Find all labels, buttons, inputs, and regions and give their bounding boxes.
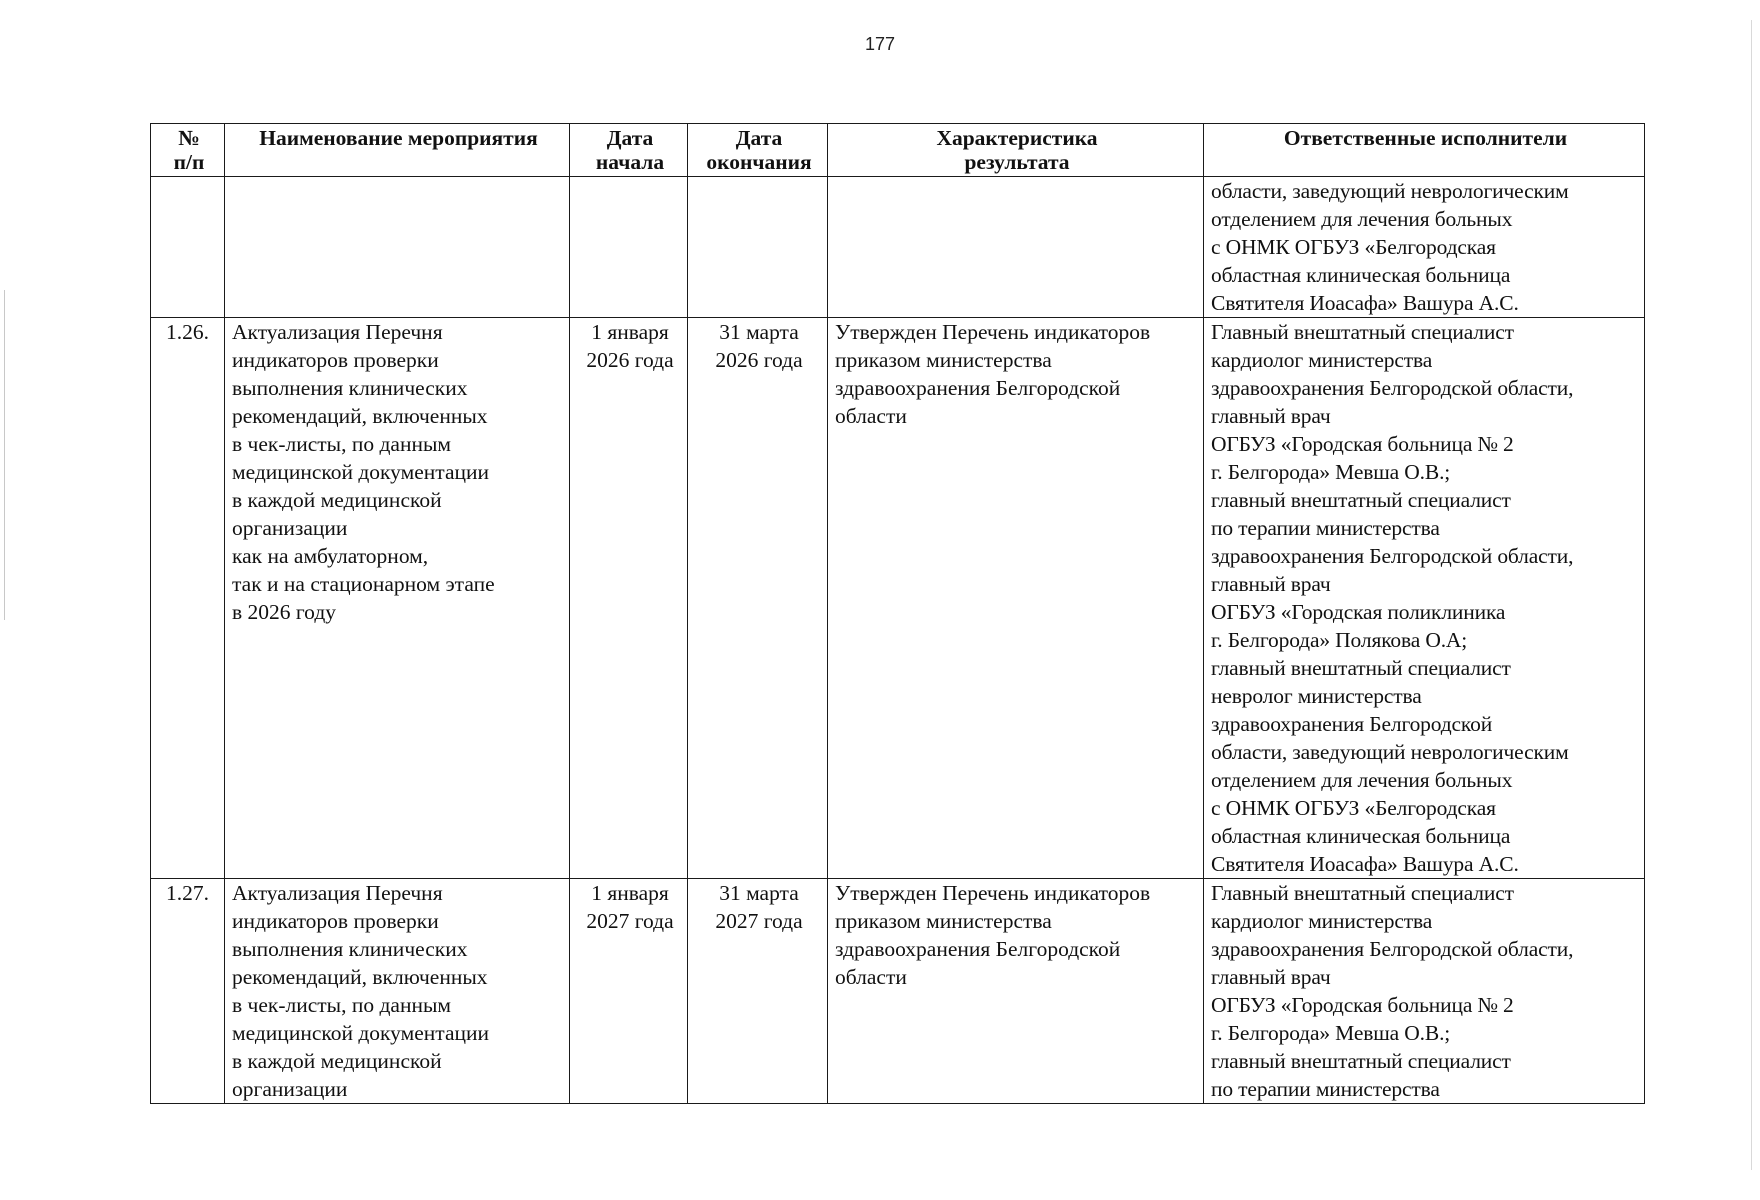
cell-event-name-line: организации: [232, 1077, 348, 1101]
header-end-line: Дата: [735, 126, 783, 150]
cell-responsible-line: невролог министерства: [1211, 684, 1422, 708]
events-table: [150, 123, 1645, 1104]
cell-event-name-line: Актуализация Перечня: [232, 320, 443, 344]
cell-responsible-line: г. Белгорода» Мевша О.В.;: [1211, 1021, 1451, 1045]
cell-event-name-line: Актуализация Перечня: [232, 881, 443, 905]
cell-event-name-line: в каждой медицинской: [232, 488, 442, 512]
cell-responsible-line: отделением для лечения больных: [1211, 768, 1513, 792]
cell-responsible-line: с ОНМК ОГБУЗ «Белгородская: [1211, 235, 1496, 259]
cell-result-line: здравоохранения Белгородской: [835, 937, 1121, 961]
cell-responsible-line: Святителя Иоасафа» Вашура А.С.: [1211, 291, 1519, 315]
cell-event-name: [225, 879, 570, 1104]
cell-responsible-line: здравоохранения Белгородской области,: [1211, 376, 1574, 400]
cell-end-date-line: 31 марта: [719, 881, 799, 905]
cell-result: [828, 318, 1204, 879]
cell-num-text: 1.27.: [166, 881, 209, 905]
cell-responsible-line: здравоохранения Белгородской области,: [1211, 544, 1574, 568]
cell-responsible-line: Главный внештатный специалист: [1211, 320, 1514, 344]
header-num: [151, 124, 225, 177]
cell-responsible-line: областная клиническая больница: [1211, 263, 1511, 287]
cell-responsible-line: кардиолог министерства: [1211, 348, 1433, 372]
cell-event-name-line: медицинской документации: [232, 1021, 490, 1045]
cell-responsible-line: главный внештатный специалист: [1211, 488, 1511, 512]
cell-event-name: [225, 318, 570, 879]
cell-responsible-line: с ОНМК ОГБУЗ «Белгородская: [1211, 796, 1496, 820]
cell-end-date-line: 31 марта: [719, 320, 799, 344]
header-result: [828, 124, 1204, 177]
cell-event-name: [225, 177, 570, 318]
cell-num: [151, 177, 225, 318]
cell-responsible-line: областная клиническая больница: [1211, 824, 1511, 848]
cell-start-date: [570, 879, 688, 1104]
cell-responsible-line: главный внештатный специалист: [1211, 1049, 1511, 1073]
cell-responsible-line: ОГБУЗ «Городская поликлиника: [1211, 600, 1506, 624]
cell-result-line: Утвержден Перечень индикаторов: [835, 320, 1151, 344]
cell-event-name-line: в 2026 году: [232, 600, 337, 624]
cell-result: [828, 879, 1204, 1104]
cell-end-date-line: 2026 года: [715, 348, 803, 372]
cell-end-date: [688, 177, 828, 318]
cell-responsible-line: Святителя Иоасафа» Вашура А.С.: [1211, 852, 1519, 876]
header-end-line: окончания: [706, 150, 812, 174]
cell-responsible-line: главный внештатный специалист: [1211, 656, 1511, 680]
header-num-line: №: [178, 126, 200, 150]
header-start-date: [570, 124, 688, 177]
header-name: [225, 124, 570, 177]
cell-result-line: приказом министерства: [835, 348, 1052, 372]
cell-event-name-line: в чек-листы, по данным: [232, 993, 452, 1017]
cell-responsible-line: кардиолог министерства: [1211, 909, 1433, 933]
header-name-line: Наименование мероприятия: [259, 126, 538, 150]
cell-responsible: [1204, 318, 1645, 879]
cell-responsible-line: здравоохранения Белгородской области,: [1211, 937, 1574, 961]
cell-result-line: области: [835, 404, 907, 428]
cell-num: [151, 879, 225, 1104]
cell-responsible-line: отделением для лечения больных: [1211, 207, 1513, 231]
table-row: [151, 879, 1645, 1104]
header-result-line: Характеристика: [936, 126, 1098, 150]
cell-responsible-line: ОГБУЗ «Городская больница № 2: [1211, 432, 1514, 456]
header-responsible: [1204, 124, 1645, 177]
header-end-date: [688, 124, 828, 177]
cell-start-date-line: 1 января: [591, 881, 669, 905]
table-header: [151, 124, 1645, 177]
cell-event-name-line: рекомендаций, включенных: [232, 404, 488, 428]
header-start-line: Дата: [606, 126, 654, 150]
cell-event-name-line: медицинской документации: [232, 460, 490, 484]
page-number: 177: [864, 34, 896, 54]
cell-event-name-line: выполнения клинических: [232, 376, 468, 400]
cell-end-date: [688, 318, 828, 879]
cell-start-date-line: 2026 года: [586, 348, 674, 372]
cell-event-name-line: так и на стационарном этапе: [232, 572, 495, 596]
scan-edge-mark: [1751, 20, 1752, 1170]
cell-responsible-line: главный врач: [1211, 965, 1331, 989]
cell-result-line: Утвержден Перечень индикаторов: [835, 881, 1151, 905]
scan-edge-mark: [4, 290, 5, 620]
cell-num: [151, 318, 225, 879]
cell-start-date: [570, 177, 688, 318]
cell-responsible-line: г. Белгорода» Полякова О.А;: [1211, 628, 1468, 652]
cell-event-name-line: индикаторов проверки: [232, 909, 439, 933]
cell-result: [828, 177, 1204, 318]
cell-start-date-line: 1 января: [591, 320, 669, 344]
cell-end-date-line: 2027 года: [715, 909, 803, 933]
cell-num-text: 1.26.: [166, 320, 209, 344]
cell-event-name-line: как на амбулаторном,: [232, 544, 429, 568]
cell-responsible-line: здравоохранения Белгородской: [1211, 712, 1493, 736]
cell-start-date: [570, 318, 688, 879]
cell-responsible: [1204, 879, 1645, 1104]
cell-responsible-line: Главный внештатный специалист: [1211, 881, 1514, 905]
cell-event-name-line: в каждой медицинской: [232, 1049, 442, 1073]
cell-responsible-line: главный врач: [1211, 404, 1331, 428]
cell-result-line: здравоохранения Белгородской: [835, 376, 1121, 400]
cell-responsible-line: ОГБУЗ «Городская больница № 2: [1211, 993, 1514, 1017]
table-body: [151, 177, 1645, 1104]
cell-responsible-line: области, заведующий неврологическим: [1211, 179, 1569, 203]
cell-result-line: приказом министерства: [835, 909, 1052, 933]
header-responsible-line: Ответственные исполнители: [1283, 126, 1568, 150]
cell-responsible-line: главный врач: [1211, 572, 1331, 596]
table-row: [151, 177, 1645, 318]
cell-responsible-line: по терапии министерства: [1211, 1077, 1440, 1101]
cell-event-name-line: индикаторов проверки: [232, 348, 439, 372]
cell-responsible-line: по терапии министерства: [1211, 516, 1440, 540]
header-row: [151, 124, 1645, 177]
header-start-line: начала: [595, 150, 665, 174]
cell-responsible-line: г. Белгорода» Мевша О.В.;: [1211, 460, 1451, 484]
cell-responsible-line: области, заведующий неврологическим: [1211, 740, 1569, 764]
cell-responsible: [1204, 177, 1645, 318]
header-num-line: п/п: [173, 150, 205, 174]
table-row: [151, 318, 1645, 879]
cell-end-date: [688, 879, 828, 1104]
cell-event-name-line: выполнения клинических: [232, 937, 468, 961]
header-result-line: результата: [964, 150, 1070, 174]
cell-event-name-line: организации: [232, 516, 348, 540]
cell-event-name-line: рекомендаций, включенных: [232, 965, 488, 989]
cell-result-line: области: [835, 965, 907, 989]
cell-start-date-line: 2027 года: [586, 909, 674, 933]
cell-event-name-line: в чек-листы, по данным: [232, 432, 452, 456]
